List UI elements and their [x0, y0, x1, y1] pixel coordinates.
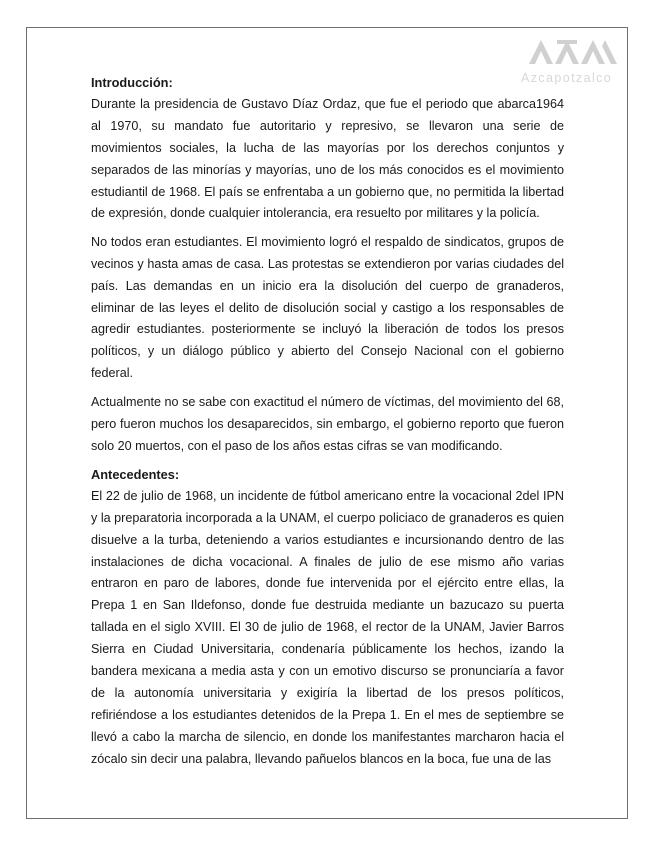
antecedentes-paragraph-1: El 22 de julio de 1968, un incidente de fútbol americano entre la vocacional 2del IPN y la preparatoria incorporada a la UNAM, el cuerpo policiaco de granaderos es quien disuelve a la turba, deteniendo a varios estudiantes e incursionando dentro de las instalaciones de dicha vocacional. A finales de julio de ese mismo año varias entraron en paro de labores, donde fue intervenida por el ejército entre ellas, la Prepa 1 en San Ildefonso, donde fue destruida mediante un bazucazo su puerta tallada en el siglo XVIII. El 30 de julio de 1968, el rector de la UNAM, Javier Barros Sierra en Ciudad Universitaria, condenaría públicamente los hechos, izando la bandera mexicana a media asta y con un emotivo discurso se pronunciaría a favor de la autonomía universitaria y exigiría la libertad de los presos políticos, refiriéndose a los estudiantes detenidos de la Prepa 1. En el mes de septiembre se llevó a cabo la marcha de silencio, en donde los manifestantes marcharon hacia el zócalo sin decir una palabra, llevando pañuelos blancos en la boca, fue una de las	[91, 488, 564, 766]
intro-paragraph-3: Actualmente no se sabe con exactitud el número de víctimas, del movimiento del 68, pero fueron muchos los desaparecidos, sin embargo, el gobierno reporto que fueron solo 20 muertos, con el paso de los años estas cifras se van modificando.	[91, 394, 564, 453]
section-heading-antecedentes: Antecedentes:	[91, 466, 180, 482]
logo-caption: Azcapotzalco	[521, 71, 613, 85]
section-heading-introduccion: Introducción:	[91, 75, 173, 90]
uam-logo-icon	[521, 34, 631, 70]
intro-paragraph-2: No todos eran estudiantes. El movimiento logró el respaldo de sindicatos, grupos de vecinos y hasta amas de casa. Las protestas se extendieron por varias ciudades del país. Las demandas en un inicio era la disolución del cuerpo de granaderos, eliminar de las leyes el delito de disolución social y castigo a los responsables de agredir estudiantes. posteriormente se incluyó la liberación de todos los presos políticos, y un diálogo público y abierto del Consejo Nacional con el gobierno federal.	[91, 234, 564, 381]
intro-paragraph-1: Durante la presidencia de Gustavo Díaz Ordaz, que fue el periodo que abarca1964 al 1970, su mandato fue autoritario y represivo, se llevaron una serie de movimientos sociales, la lucha de las mayorías por los derechos conjuntos y separados de las minorías y mayorías, uno de los más conocidos es el movimiento estudiantil de 1968. El país se enfrentaba a un gobierno que, no permitida la libertad de expresión, donde cualquier intolerancia, era resuelto por militares y la policía.	[91, 96, 564, 221]
document-body	[91, 72, 564, 777]
